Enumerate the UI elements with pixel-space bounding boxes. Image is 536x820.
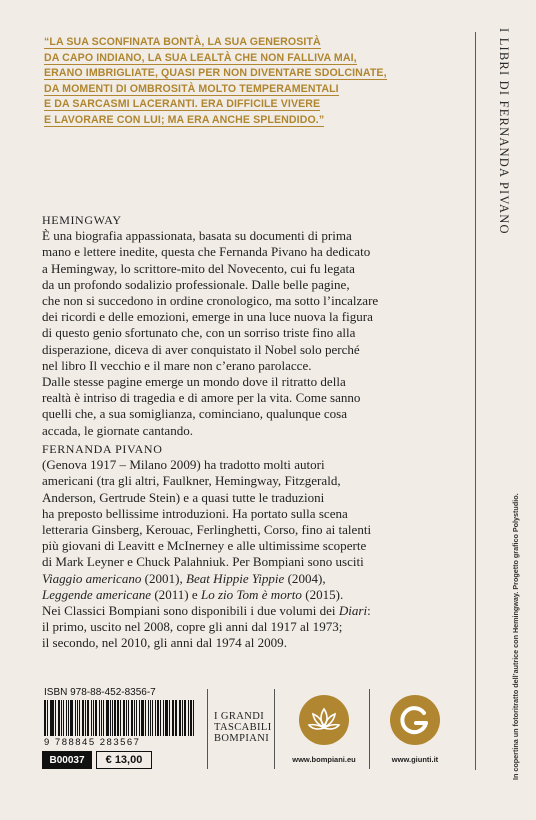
barcode-bar <box>155 700 156 736</box>
description-line: disperazione, diceva di aver conquistato il Nobel solo perché <box>42 341 360 357</box>
barcode-bar <box>95 700 97 736</box>
bompiani-url: www.bompiani.eu <box>292 755 356 764</box>
product-code-badge: B00037 <box>42 751 92 769</box>
quote-line: ERANO IMBRIGLIATE, QUASI PER NON DIVENTARE SDOLCINATE, <box>44 67 387 80</box>
barcode-bar <box>152 700 153 736</box>
barcode-bar <box>85 700 86 736</box>
bio-line: letteraria Ginsberg, Kerouac, Ferlinghetti, Corso, fino ai talenti <box>42 522 372 538</box>
barcode-bar <box>63 700 64 736</box>
barcode-bar <box>106 700 109 736</box>
author-bio <box>42 441 465 652</box>
barcode-bar <box>136 700 137 736</box>
barcode-bar <box>103 700 104 736</box>
series-mark-line: I GRANDI <box>214 711 265 722</box>
barcode-bar <box>193 700 194 736</box>
description-line: quelli che, a sua somiglianza, cominciano, qualunque cosa <box>42 406 348 422</box>
giunti-url: www.giunti.it <box>391 755 439 764</box>
bio-line: Leggende americane (2011) e Lo zio Tom è morto (2015). <box>42 586 344 602</box>
barcode-bar <box>123 700 126 736</box>
barcode-bar <box>61 700 63 736</box>
author-heading: FERNANDA PIVANO <box>42 442 163 456</box>
barcode-bar <box>47 700 48 736</box>
barcode-bar <box>128 700 129 736</box>
bio-line: più giovani di Leavitt e McInerney e alle ultimissime scoperte <box>42 538 367 554</box>
barcode-bar <box>101 700 102 736</box>
giunti-logo-block <box>368 689 462 769</box>
quote-line: DA CAPO INDIANO, LA SUA LEALTÀ CHE NON FALLIVA MAI, <box>44 51 357 64</box>
cover-credits: In copertina un fotoritratto dell’autrice con Hemingway. Progetto grafico Polystudio. <box>511 493 520 780</box>
barcode-bar <box>188 700 189 736</box>
bio-line: (Genova 1917 – Milano 2009) ha tradotto molti autori <box>42 457 325 473</box>
series-title: I LIBRI DI FERNANDA PIVANO <box>497 28 511 235</box>
barcode-bar <box>87 700 90 736</box>
description-line: nel libro Il vecchio e il mare non c’erano parolacce. <box>42 357 312 373</box>
barcode-bar <box>66 700 67 736</box>
publisher-footer <box>42 689 466 771</box>
quote-line: DA MOMENTI DI OMBROSITÀ MOLTO TEMPERAMENTALI <box>44 82 339 95</box>
barcode-bar <box>182 700 183 736</box>
barcode-bar <box>131 700 133 736</box>
isbn-label: ISBN 978-88-452-8356-7 <box>44 687 156 698</box>
barcode-bar <box>44 700 46 736</box>
bio-line: Viaggio americano (2001), Beat Hippie Yippie (2004), <box>42 570 326 586</box>
bio-line: Nei Classici Bompiani sono disponibili i due volumi dei Diari: <box>42 603 371 619</box>
barcode-bar <box>148 700 149 736</box>
description-line: accada, le giornate cantando. <box>42 422 194 438</box>
barcode-bar <box>172 700 174 736</box>
description-line: mano e lettere inedite, questa che Fernanda Pivano ha dedicato <box>42 244 371 260</box>
barcode-bar <box>112 700 113 736</box>
barcode-bar <box>75 700 77 736</box>
bio-line: il primo, uscito nel 2008, copre gli anni dal 1917 al 1973; <box>42 619 343 635</box>
description-line: di questo genio sfortunato che, con un sorriso triste fino alla <box>42 325 356 341</box>
barcode-bar <box>110 700 111 736</box>
description-line: che non si succedono in ordine cronologico, ma sotto l’incalzare <box>42 293 379 309</box>
barcode-bar <box>163 700 164 736</box>
barcode-bar <box>58 700 60 736</box>
barcode-bar <box>120 700 121 736</box>
series-mark-text <box>214 711 272 744</box>
bompiani-lotus-icon <box>299 695 349 745</box>
barcode-bar <box>150 700 152 736</box>
barcode-bar <box>114 700 116 736</box>
barcode-bar <box>184 700 187 736</box>
description-line: da un profondo sodalizio professionale. Dalle belle pagine, <box>42 276 350 292</box>
barcode-bar <box>51 700 54 736</box>
barcode-bar <box>160 700 162 736</box>
barcode-bar <box>145 700 146 736</box>
barcode-bar <box>126 700 127 736</box>
barcode-bar <box>157 700 159 736</box>
quote-line: E LAVORARE CON LUI; MA ERA ANCHE SPLENDIDO.” <box>44 113 325 126</box>
series-mark-line: BOMPIANI <box>214 733 270 744</box>
barcode-bar <box>70 700 73 736</box>
barcode-bar <box>165 700 168 736</box>
bio-line: ha preposto bellissime introduzioni. Ha portato sulla scena <box>42 505 348 521</box>
quote-line: “LA SUA SCONFINATA BONTÀ, LA SUA GENEROSITÀ <box>44 36 321 48</box>
barcode-bar <box>82 700 84 736</box>
description-line: realtà è intriso di tragedia e di amore per la vita. Come sanno <box>42 390 361 406</box>
bompiani-logo-block <box>277 689 371 769</box>
barcode-bar <box>139 700 141 736</box>
barcode-bar <box>169 700 170 736</box>
quote-line: E DA SARCASMI LACERANTI. ERA DIFFICILE VIVERE <box>44 98 321 111</box>
barcode-bar <box>176 700 177 736</box>
barcode-bar <box>79 700 80 736</box>
description-line: dei ricordi e delle emozioni, emerge in una luce nuova la figura <box>42 309 373 325</box>
giunti-swirl-icon <box>390 695 440 745</box>
barcode-bar <box>190 700 192 736</box>
barcode-bar <box>117 700 119 736</box>
barcode-bar <box>99 700 101 736</box>
pull-quote <box>44 35 464 129</box>
description-line: Dalle stesse pagine emerge un mondo dove il ritratto della <box>42 374 346 390</box>
barcode-bar <box>68 700 69 736</box>
barcode-bar <box>77 700 78 736</box>
barcode-bar <box>175 700 176 736</box>
series-mark <box>207 689 275 769</box>
description-line: a Hemingway, lo scrittore-mito del Novecento, cui fu legata <box>42 260 355 276</box>
barcode-bar <box>91 700 92 736</box>
bio-line: Anderson, Gertrude Stein) e a quasi tutte le traduzioni <box>42 489 325 505</box>
barcode-bar <box>179 700 181 736</box>
price-badge: € 13,00 <box>96 751 152 769</box>
barcode-bar <box>141 700 144 736</box>
barcode-bar <box>134 700 135 736</box>
book-description <box>42 212 465 439</box>
barcode <box>44 700 196 736</box>
barcode-bar <box>50 700 51 736</box>
book-title-heading: HEMINGWAY <box>42 213 122 227</box>
barcode-bar <box>55 700 56 736</box>
bio-line: il secondo, nel 2010, gli anni dal 1974 al 2009. <box>42 635 287 651</box>
description-line: È una biografia appassionata, basata su documenti di prima <box>42 228 352 244</box>
barcode-panel <box>42 689 203 771</box>
bio-line: di Mark Leyner e Chuck Palahniuk. Per Bompiani sono usciti <box>42 554 364 570</box>
barcode-digits: 9 788845 283567 <box>44 737 141 748</box>
barcode-bar <box>93 700 94 736</box>
bio-line: americani (tra gli altri, Faulkner, Hemingway, Fitzgerald, <box>42 473 341 489</box>
series-mark-line: TASCABILI <box>214 722 272 733</box>
